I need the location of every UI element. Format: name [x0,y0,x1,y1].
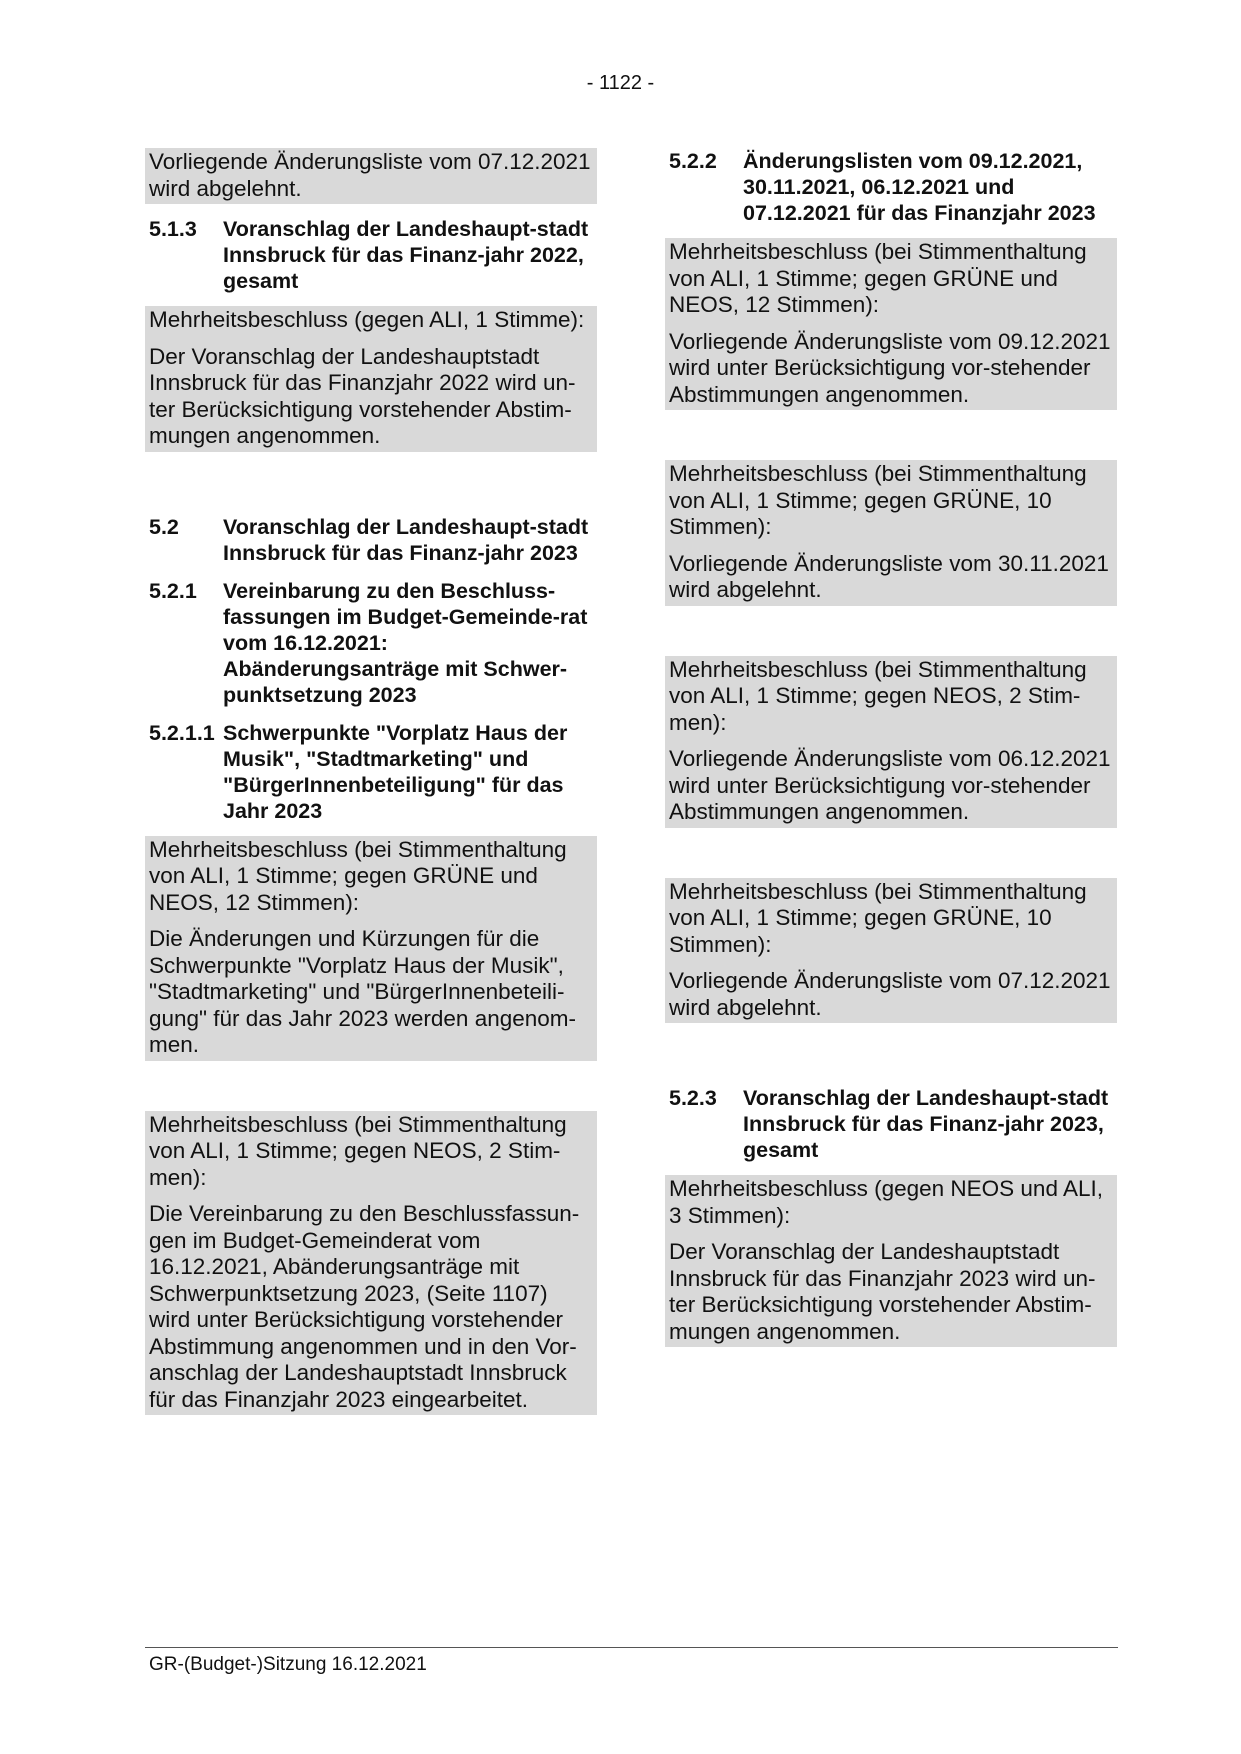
heading-title: Schwerpunkte "Vorplatz Haus der Musik", "Stadtmarketing" und "BürgerInnenbeteiligung" für das Jahr 2023 [223,720,568,823]
resolution-vote: Mehrheitsbeschluss (gegen ALI, 1 Stimme): [149,307,585,332]
resolution-text: Der Voranschlag der Landeshauptstadt Innsbruck für das Finanzjahr 2022 wird un-ter Berücksichtigung vorstehender Abstim-mungen angenommen. [149,343,576,448]
resolution-text: Die Änderungen und Kürzungen für die Schwerpunkte "Vorplatz Haus der Musik", "Stadtmarketing" und "BürgerInnenbeteili-gung" für das Jahr 2023 werden angenom-men. [149,926,577,1057]
left-column [145,148,597,1415]
resolution-vote: Mehrheitsbeschluss (bei Stimmenthaltung von ALI, 1 Stimme; gegen GRÜNE, 10 Stimmen): [669,878,1087,957]
footer-session: GR-(Budget-)Sitzung 16.12.2021 [149,1654,427,1675]
resolution-box [665,1175,1117,1347]
heading-number: 5.2 [149,514,179,539]
resolution-vote: Mehrheitsbeschluss (bei Stimmenthaltung von ALI, 1 Stimme; gegen GRÜNE und NEOS, 12 Stimmen): [669,239,1087,317]
resolution-text: Vorliegende Änderungsliste vom 09.12.2021 wird unter Berücksichtigung vor-stehender Abstimmungen angenommen. [669,328,1111,407]
footer-divider [145,1647,1118,1648]
resolution-text: Der Voranschlag der Landeshauptstadt Innsbruck für das Finanzjahr 2023 wird un-ter Berücksichtigung vorstehender Abstim-mungen angenommen. [669,1239,1096,1344]
resolution-vote: Mehrheitsbeschluss (gegen NEOS und ALI, 3 Stimmen): [669,1176,1103,1228]
resolution-vote: Mehrheitsbeschluss (bei Stimmenthaltung von ALI, 1 Stimme; gegen GRÜNE und NEOS, 12 Stimmen): [149,836,567,915]
heading-title: Änderungslisten vom 09.12.2021, 30.11.2021, 06.12.2021 und 07.12.2021 für das Finanzjahr 2023 [743,149,1096,225]
resolution-text: Vorliegende Änderungsliste vom 07.12.2021 wird abgelehnt. [149,149,591,201]
resolution-vote: Mehrheitsbeschluss (bei Stimmenthaltung von ALI, 1 Stimme; gegen GRÜNE, 10 Stimmen): [669,461,1087,539]
heading-5-2-2 [665,148,1117,226]
resolution-box [145,1111,597,1416]
resolution-vote: Mehrheitsbeschluss (bei Stimmenthaltung von ALI, 1 Stimme; gegen NEOS, 2 Stim-men): [669,656,1087,735]
heading-number: 5.1.3 [149,217,197,241]
resolution-text: Vorliegende Änderungsliste vom 30.11.2021 wird abgelehnt. [669,550,1109,602]
heading-title: Voranschlag der Landeshaupt-stadt Innsbruck für das Finanz-jahr 2023, gesamt [743,1086,1109,1162]
page-number: - 1122 - [586,72,655,94]
resolution-box [665,656,1117,828]
heading-number: 5.2.2 [669,149,717,173]
resolution-vote: Mehrheitsbeschluss (bei Stimmenthaltung von ALI, 1 Stimme; gegen NEOS, 2 Stim-men): [149,1111,567,1190]
resolution-box [145,306,597,452]
resolution-box [145,148,597,204]
resolution-text: Vorliegende Änderungsliste vom 07.12.2021 wird abgelehnt. [669,968,1111,1020]
heading-title: Voranschlag der Landeshaupt-stadt Innsbruck für das Finanz-jahr 2022, gesamt [223,217,589,293]
heading-5-2-1-1 [145,720,597,824]
heading-5-2-3 [665,1085,1117,1163]
resolution-box [665,878,1117,1024]
heading-5-2 [145,514,597,566]
heading-number: 5.2.3 [669,1086,717,1110]
heading-5-2-1 [145,578,597,708]
resolution-text: Die Vereinbarung zu den Beschlussfassun-gen im Budget-Gemeinderat vom 16.12.2021, Abänderungsanträge mit Schwerpunktsetzung 2023, (Seite 1107) wird unter Berücksichtigung vorstehender Abstimmung angenommen und in den Vor-anschlag der Landeshauptstadt Innsbruck für das Finanzjahr 2023 eingearbeitet. [149,1201,580,1412]
resolution-box [145,836,597,1061]
heading-title: Voranschlag der Landeshaupt-stadt Innsbruck für das Finanz-jahr 2023 [223,514,589,565]
heading-title: Vereinbarung zu den Beschluss-fassungen im Budget-Gemeinde-rat vom 16.12.2021: Abänderungsanträge mit Schwer-punktsetzung 2023 [223,578,588,707]
resolution-box [665,460,1117,606]
heading-number: 5.2.1.1 [149,720,215,745]
resolution-box [665,238,1117,410]
resolution-text: Vorliegende Änderungsliste vom 06.12.2021 wird unter Berücksichtigung vor-stehender Abstimmungen angenommen. [669,746,1111,824]
heading-number: 5.2.1 [149,578,197,603]
heading-5-1-3 [145,216,597,294]
right-column [665,148,1117,1347]
